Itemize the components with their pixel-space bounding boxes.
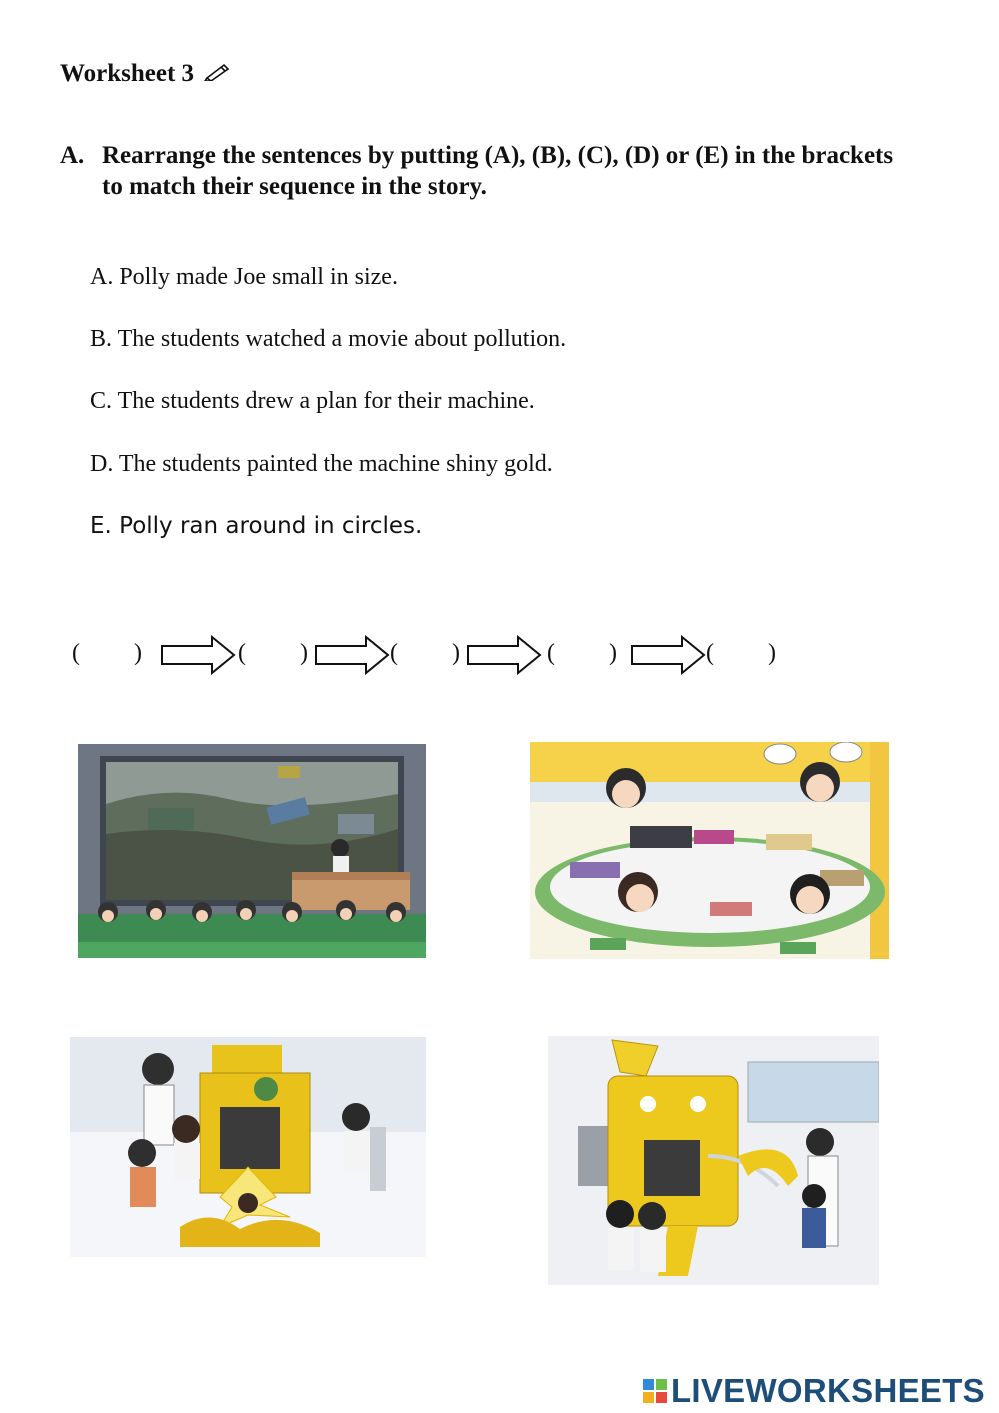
sentence-b: B. The students watched a movie about pollution. [90, 326, 567, 352]
right-arrow-icon [160, 635, 236, 675]
drawing-plan-illustration [530, 742, 889, 959]
sentence-d: D. The students painted the machine shiny gold. [90, 451, 553, 477]
gold-machine-illustration [548, 1036, 879, 1285]
pencil-icon [204, 60, 230, 88]
bracket-close: ) [300, 640, 308, 666]
bracket-open: ( [390, 640, 398, 666]
bracket-close: ) [134, 640, 142, 666]
right-arrow-icon [314, 635, 390, 675]
bracket-open: ( [238, 640, 246, 666]
section-letter: A. [60, 142, 85, 169]
right-arrow-icon [466, 635, 542, 675]
bracket-open: ( [72, 640, 80, 666]
bracket-open: ( [706, 640, 714, 666]
answer-slot-4[interactable] [547, 640, 617, 667]
bracket-open: ( [547, 640, 555, 666]
worksheet-title [60, 60, 230, 88]
instruction-text: Rearrange the sentences by putting (A), (B), (C), (D) or (E) in the brackets to match their sequence in the story. [102, 142, 894, 200]
worksheet-title-text: Worksheet 3 [60, 60, 195, 87]
brand-text: LIVEWORKSHEETS [670, 1372, 985, 1409]
answer-slot-2[interactable] [238, 640, 308, 667]
instruction-block [60, 140, 920, 202]
answer-slot-3[interactable] [390, 640, 460, 667]
bracket-close: ) [609, 640, 617, 666]
sentence-e: E. Polly ran around in circles. [90, 513, 423, 539]
liveworksheets-logo [643, 1372, 985, 1410]
bracket-close: ) [452, 640, 460, 666]
liveworksheets-logo-icon [643, 1379, 667, 1403]
sentence-a: A. Polly made Joe small in size. [90, 264, 398, 290]
sentence-c: C. The students drew a plan for their machine. [90, 388, 535, 414]
right-arrow-icon [630, 635, 706, 675]
bracket-close: ) [768, 640, 776, 666]
answer-slot-5[interactable] [706, 640, 776, 667]
machine-explosion-illustration [70, 1037, 426, 1257]
answer-slot-1[interactable] [72, 640, 142, 667]
movie-pollution-illustration [78, 744, 426, 958]
